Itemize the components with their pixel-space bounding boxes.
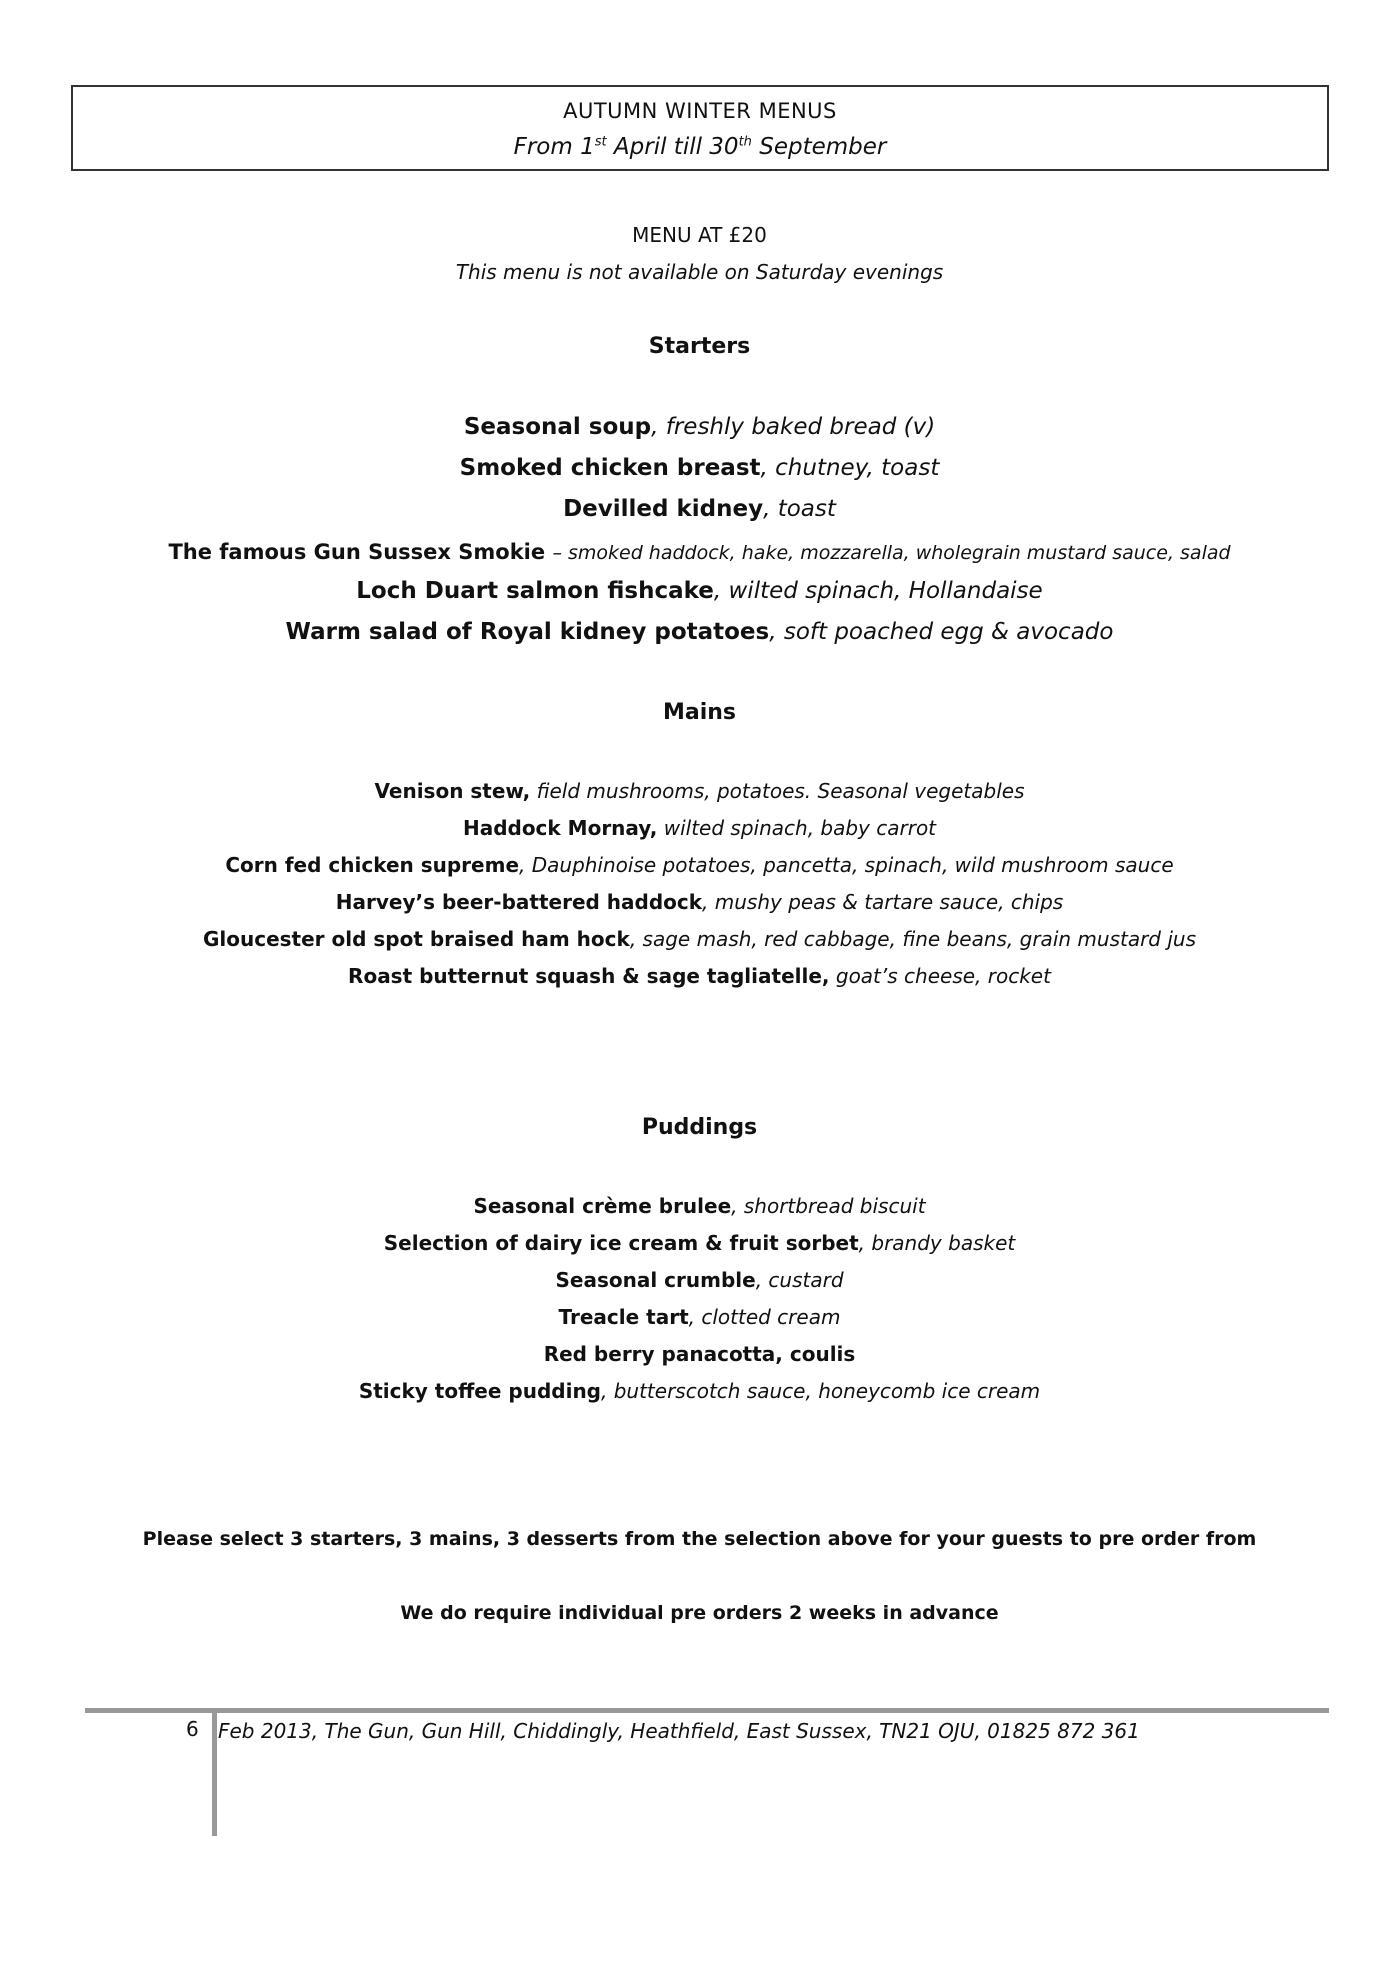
menu-date-range: From 1st April till 30th September — [513, 134, 887, 160]
starter-item: Seasonal soup, freshly baked bread (v) — [463, 414, 936, 440]
menu-price-title: MENU AT £20 — [632, 223, 767, 247]
starter-item: Devilled kidney, toast — [563, 496, 836, 522]
pudding-item: Selection of dairy ice cream & fruit sorbet, brandy basket — [383, 1231, 1016, 1255]
main-item: Gloucester old spot braised ham hock, sage mash, red cabbage, fine beans, grain mustard jus — [202, 927, 1197, 951]
footer-divider — [85, 1708, 1329, 1713]
footer-address: Feb 2013, The Gun, Gun Hill, Chiddingly, Heathfield, East Sussex, TN21 OJU, 01825 872 361 — [218, 1719, 1140, 1743]
selection-instruction: Please select 3 starters, 3 mains, 3 desserts from the selection above for your guests to pre order from — [142, 1528, 1257, 1550]
pudding-item: Seasonal crumble, custard — [555, 1268, 844, 1292]
main-item: Venison stew, field mushrooms, potatoes. Seasonal vegetables — [374, 779, 1025, 803]
menu-availability-note: This menu is not available on Saturday evenings — [455, 260, 944, 284]
puddings-heading: Puddings — [641, 1115, 758, 1140]
main-item: Haddock Mornay, wilted spinach, baby carrot — [462, 816, 937, 840]
starter-item: Loch Duart salmon fishcake, wilted spinach, Hollandaise — [356, 578, 1043, 604]
starters-heading: Starters — [648, 334, 751, 359]
starter-item: Smoked chicken breast, chutney, toast — [459, 455, 940, 481]
preorder-note: We do require individual pre orders 2 weeks in advance — [400, 1602, 999, 1624]
pudding-item: Treacle tart, clotted cream — [558, 1305, 841, 1329]
menu-season-title: AUTUMN WINTER MENUS — [563, 99, 837, 123]
header-box — [71, 85, 1329, 171]
main-item: Harvey’s beer-battered haddock, mushy peas & tartare sauce, chips — [335, 890, 1064, 914]
pudding-item: Red berry panacotta, coulis — [543, 1342, 856, 1366]
main-item: Corn fed chicken supreme, Dauphinoise potatoes, pancetta, spinach, wild mushroom sauce — [225, 853, 1174, 877]
pudding-item: Seasonal crème brulee, shortbread biscuit — [473, 1194, 926, 1218]
starter-item: Warm salad of Royal kidney potatoes, soft poached egg & avocado — [285, 619, 1114, 645]
starter-item: The famous Gun Sussex Smokie – smoked haddock, hake, mozzarella, wholegrain mustard sauce, salad — [168, 540, 1231, 564]
page-number: 6 — [186, 1717, 199, 1741]
pudding-item: Sticky toffee pudding, butterscotch sauce, honeycomb ice cream — [358, 1379, 1041, 1403]
mains-heading: Mains — [662, 700, 737, 725]
main-item: Roast butternut squash & sage tagliatelle, goat’s cheese, rocket — [348, 964, 1051, 988]
footer-vertical-divider — [212, 1712, 217, 1836]
